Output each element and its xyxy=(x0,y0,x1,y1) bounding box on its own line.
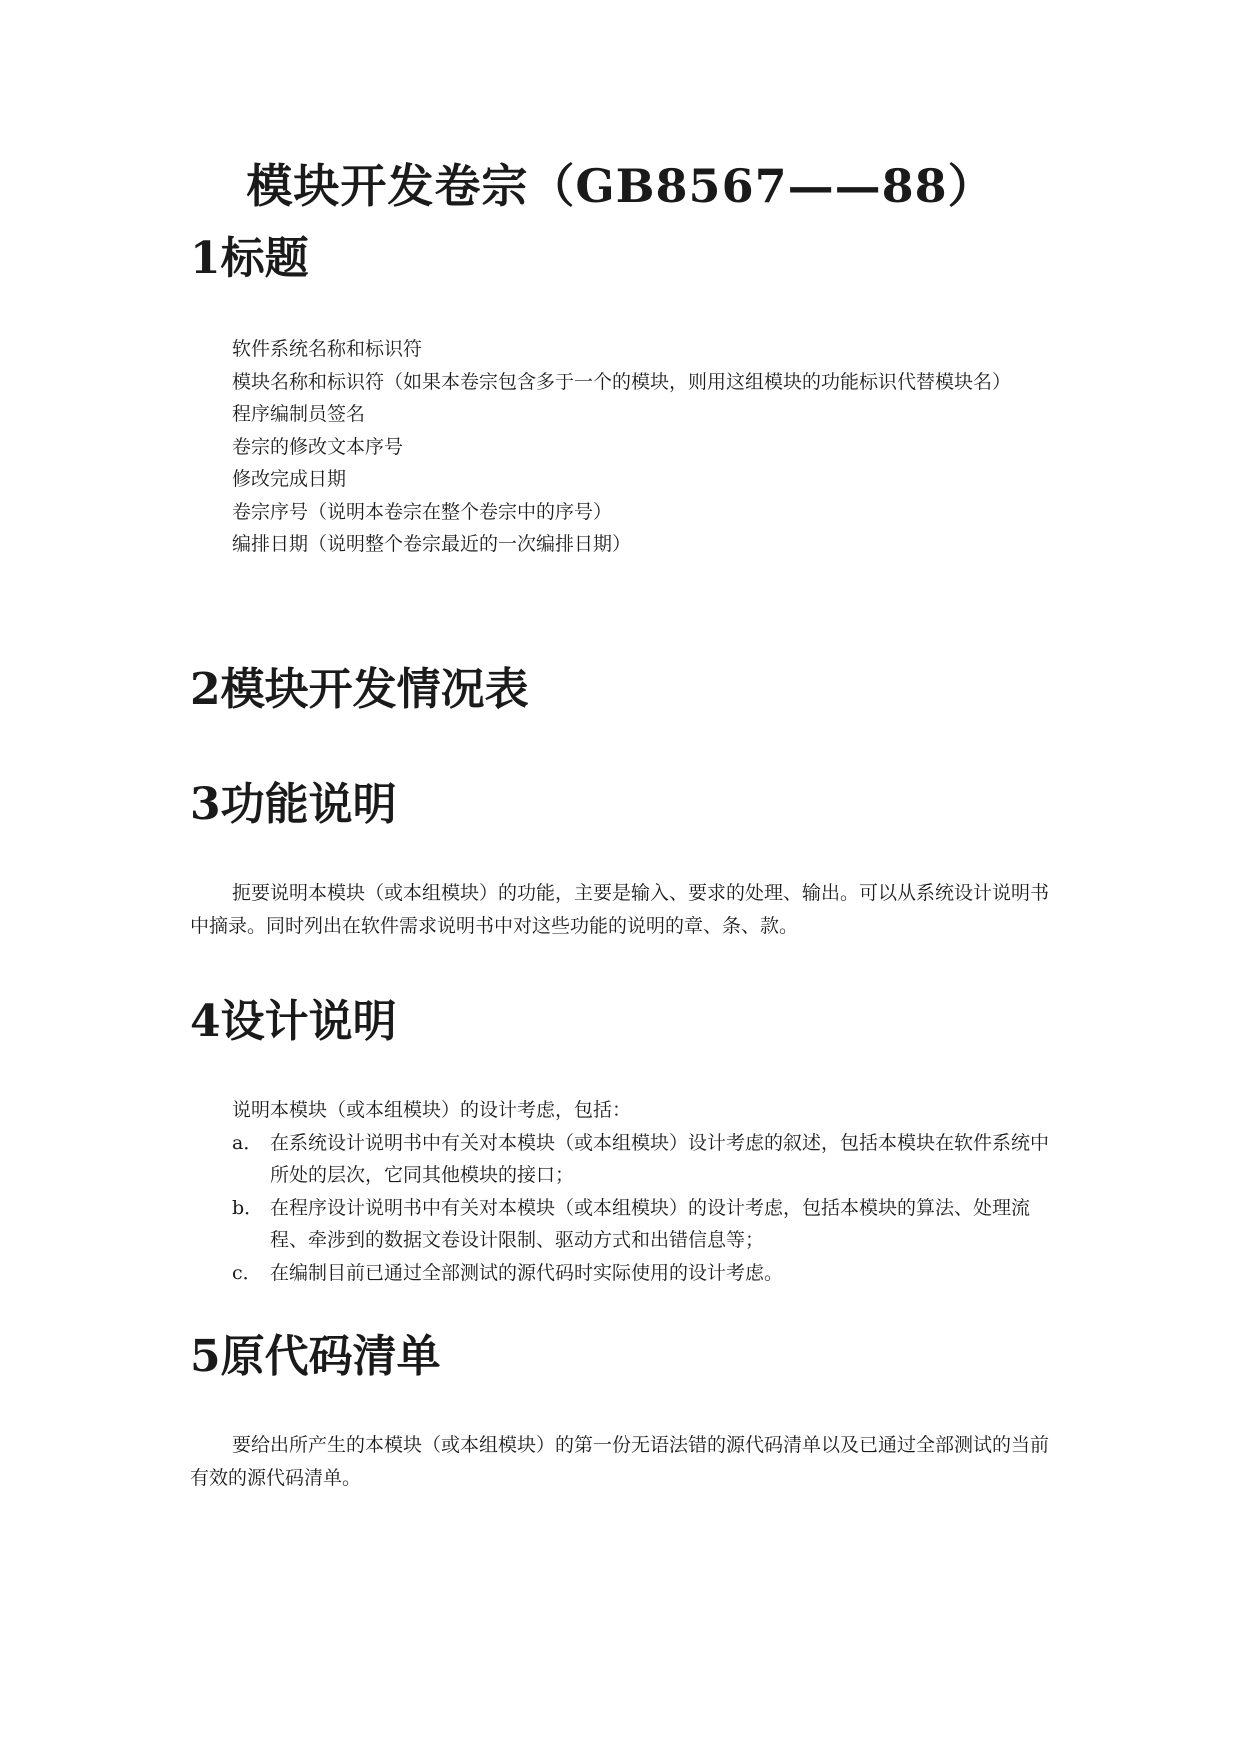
section-body xyxy=(190,333,1050,561)
list-item: 修改完成日期 xyxy=(232,468,347,490)
paragraph: 扼要说明本模块（或本组模块）的功能，主要是输入、要求的处理、输出。可以从系统设计说明书中摘录。同时列出在软件需求说明书中对这些功能的说明的章、条、款。 xyxy=(190,882,1050,937)
list-item-text: 在程序设计说明书中有关对本模块（或本组模块）的设计考虑，包括本模块的算法、处理流程、牵涉到的数据文卷设计限制、驱动方式和出错信息等； xyxy=(270,1196,1031,1251)
section-heading: 3功能说明 xyxy=(190,779,397,830)
list-marker: a． xyxy=(232,1131,263,1154)
list-marker: b． xyxy=(232,1196,264,1219)
section-body xyxy=(190,1094,1050,1289)
list-item: 卷宗的修改文本序号 xyxy=(232,435,404,458)
section-1 xyxy=(190,233,1050,561)
section-heading: 5原代码清单 xyxy=(190,1331,441,1382)
list-marker: c． xyxy=(232,1261,262,1284)
list-item-text: 在编制目前已通过全部测试的源代码时实际使用的设计考虑。 xyxy=(270,1261,784,1284)
list-item xyxy=(190,1192,1050,1257)
section-body xyxy=(190,1429,1050,1494)
section-2 xyxy=(190,664,1050,715)
design-list xyxy=(190,1127,1050,1290)
section-heading: 2模块开发情况表 xyxy=(190,664,529,715)
list-item: 卷宗序号（说明本卷宗在整个卷宗中的序号） xyxy=(232,500,613,523)
list-item: 程序编制员签名 xyxy=(232,403,366,425)
section-3 xyxy=(190,779,1050,942)
list-item-text: 在系统设计说明书中有关对本模块（或本组模块）设计考虑的叙述，包括本模块在软件系统中所处的层次，它同其他模块的接口； xyxy=(270,1131,1050,1186)
list-item: 编排日期（说明整个卷宗最近的一次编排日期） xyxy=(232,533,632,555)
list-item: 模块名称和标识符（如果本卷宗包含多于一个的模块，则用这组模块的功能标识代替模块名） xyxy=(232,370,1012,393)
section-heading: 1标题 xyxy=(190,233,309,284)
list-item xyxy=(190,1127,1050,1192)
document-title: 模块开发卷宗（GB8567——88） xyxy=(246,159,995,213)
section-heading: 4设计说明 xyxy=(190,996,397,1047)
section-body xyxy=(190,877,1050,942)
paragraph: 说明本模块（或本组模块）的设计考虑，包括： xyxy=(232,1099,632,1121)
paragraph: 要给出所产生的本模块（或本组模块）的第一份无语法错的源代码清单以及已通过全部测试的当前有效的源代码清单。 xyxy=(190,1434,1050,1489)
section-4 xyxy=(190,996,1050,1289)
list-item: 软件系统名称和标识符 xyxy=(232,338,423,360)
section-5 xyxy=(190,1331,1050,1494)
list-item xyxy=(190,1257,1050,1290)
